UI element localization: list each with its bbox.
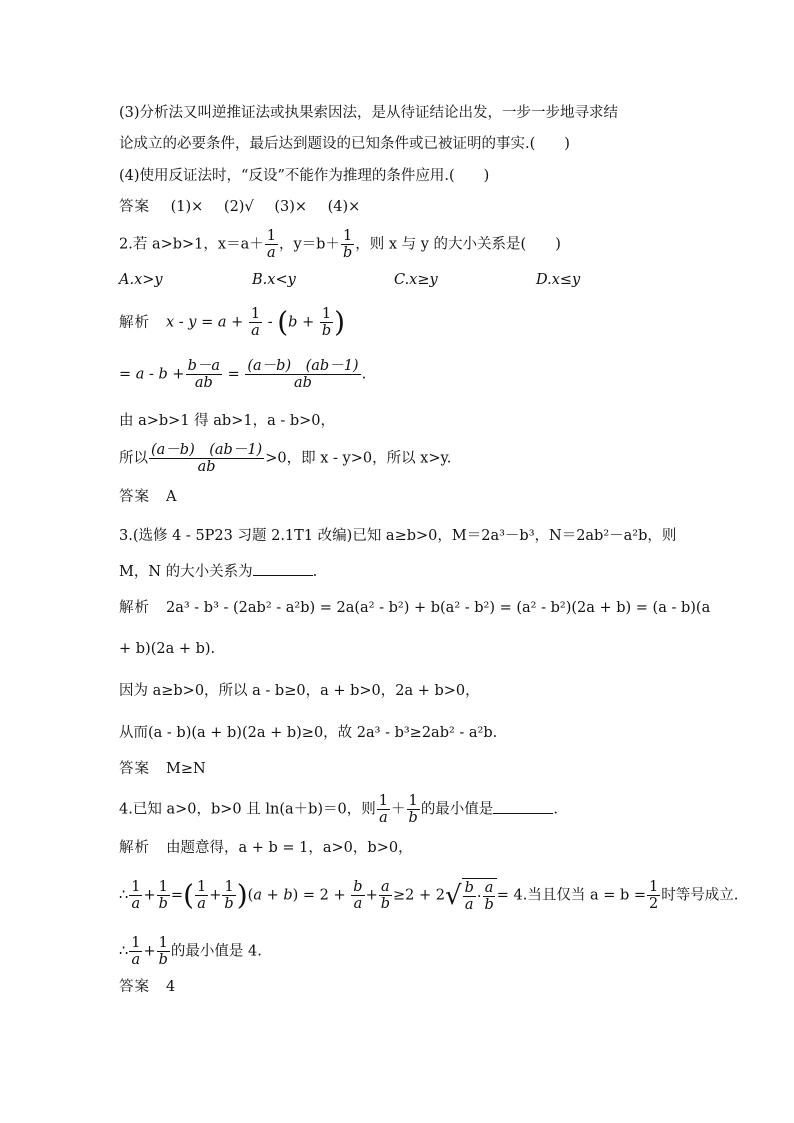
q3-solution-line3: 因为 a≥b>0，所以 a - b≥0，a + b>0，2a + b>0， [119, 683, 480, 699]
option-d: D.x≤y [536, 272, 581, 288]
q2-solution-line4 [119, 442, 451, 475]
q4-sol1: 由题意得，a + b = 1，a>0，b>0， [166, 840, 413, 856]
answer-value: 4 [166, 979, 176, 995]
option-a: A.x>y [119, 272, 163, 288]
q3-sol1: 2a³ - b³ - (2ab² - a²b) = 2a(a² - b²) + b(a² - b²) = (a² - b²)(2a + b) = (a - b)(a [166, 600, 711, 616]
fraction: $\frac{1}{2}$ [649, 879, 659, 912]
q4-answer [119, 978, 175, 996]
answer-blank [493, 799, 553, 814]
solution-label: 解析 [119, 600, 150, 616]
answer-value: M≥N [166, 761, 206, 777]
answer-label: 答案 [119, 489, 150, 505]
q2-stem-prefix: 2.若 a>b>1，x＝a＋ [119, 236, 264, 253]
q3-stem-line2-text: M，N 的大小关系为 [119, 564, 253, 580]
fraction: $\frac{b-a}{ab}$ [187, 358, 220, 391]
fraction: $\frac{1}{b}$ [342, 228, 353, 261]
q4-solution-line1 [119, 839, 413, 857]
q3-solution-line4: 从而(a - b)(a + b)(2a + b)≥0，故 2a³ - b³≥2ab² - a²b. [119, 725, 498, 741]
fraction: $\frac{1}{b}$ [158, 879, 168, 912]
q4-sol2-end: 时等号成立. [661, 887, 739, 904]
answer-item: (3)× [274, 199, 308, 215]
sqrt: √ $\frac{b}{a}$ · $\frac{a}{b}$ [445, 878, 497, 913]
q4-solution-line2: ∴ $\frac{1}{a}$ + $\frac{1}{b}$ =( $\frac{1}{a}$ + $\frac{1}{b}$ )(a + b) = 2 + $\frac{b}{a}$ + $\frac{a}{b}$ ≥2 + 2 √ $\frac{b}{a}$ · $\frac{a}{b}$ = 4.当且仅当 a = b = $\frac{1}{2}$ 时等号成立. [119, 878, 739, 913]
q1-item4: (4)使用反证法时，“反设”不能作为推理的条件应用.( ) [119, 168, 490, 184]
answer-label: 答案 [119, 979, 150, 995]
q1-answer [119, 198, 360, 216]
answer-label: 答案 [119, 761, 150, 777]
q2-solution-line1: 解析 x - y = a + $\frac{1}{a}$ - (b + $\frac{1}{b}$ ) [119, 305, 346, 339]
fraction: $\frac{1}{a}$ [378, 793, 389, 826]
option-c: C.x≥y [394, 272, 438, 288]
solution-label: 解析 [119, 314, 150, 331]
q2-stem-mid: ，y＝b＋ [278, 236, 340, 253]
q2-sol1: x - y = a + [166, 314, 244, 331]
answer-value: A [166, 489, 177, 505]
q3-solution-line2: + b)(2a + b). [119, 641, 216, 657]
q2-stem [119, 228, 561, 261]
fraction: $\frac{1}{b}$ [158, 935, 168, 968]
q1-item3-line1: (3)分析法又叫逆推证法或执果索因法，是从待证结论出发，一步一步地寻求结 [119, 105, 619, 121]
q1-item3-line2: 论成立的必要条件，最后达到题设的已知条件或已被证明的事实.( ) [119, 136, 570, 152]
q4-stem-prefix: 4.已知 a>0，b>0 且 ln(a＋b)＝0，则 [119, 801, 376, 818]
fraction: $\frac{1}{a}$ [131, 935, 141, 968]
fraction: $\frac{1}{b}$ [408, 793, 418, 826]
answer-blank [253, 561, 313, 576]
fraction: $\frac{1}{b}$ [224, 879, 234, 912]
q4-sol3-suffix: 的最小值是 4. [170, 943, 262, 960]
fraction: $\frac{1}{a}$ [266, 228, 276, 261]
fraction: $\frac{1}{a}$ [197, 879, 207, 912]
q4-sol2-tail: = 4.当且仅当 a = b = [496, 887, 647, 904]
q2-sol4-suffix: >0，即 x - y>0，所以 x>y. [265, 450, 452, 467]
answer-item: (1)× [170, 199, 204, 215]
q3-stem-line2: M，N 的大小关系为 . [119, 561, 317, 581]
fraction: $\frac{b}{a}$ [353, 879, 363, 912]
fraction: $\frac{1}{a}$ [250, 306, 261, 339]
answer-item: (2)√ [223, 199, 254, 215]
fraction: $\frac{(a-b) (ab-1)}{ab}$ [247, 358, 359, 391]
answer-item: (4)× [327, 199, 361, 215]
q4-stem-suffix: 的最小值是 [420, 801, 494, 818]
fraction: $\frac{1}{b}$ [321, 306, 332, 339]
q4-solution-line3: ∴ $\frac{1}{a}$ + $\frac{1}{b}$ 的最小值是 4. [119, 935, 262, 968]
q4-stem: 4.已知 a>0，b>0 且 ln(a＋b)＝0，则 $\frac{1}{a}$ ＋ $\frac{1}{b}$ 的最小值是 . [119, 793, 558, 826]
q2-solution-line3: 由 a>b>1 得 ab>1，a - b>0， [119, 413, 335, 429]
q3-solution-line1 [119, 599, 710, 617]
q3-answer [119, 760, 206, 778]
q2-answer [119, 488, 176, 506]
solution-label: 解析 [119, 840, 150, 856]
option-b: B.x<y [252, 272, 296, 288]
q2-sol4-prefix: 所以 [119, 450, 148, 467]
q3-stem-line1: 3.(选修 4 - 5P23 习题 2.1T1 改编)已知 a≥b>0，M＝2a³－b³，N＝2ab²－a²b，则 [119, 528, 677, 544]
fraction: $\frac{(a-b) (ab-1)}{ab}$ [151, 442, 263, 475]
fraction: $\frac{a}{b}$ [380, 879, 391, 912]
q2-options [119, 271, 679, 289]
fraction: $\frac{1}{a}$ [131, 879, 141, 912]
q2-stem-suffix: ，则 x 与 y 的大小关系是( ) [355, 236, 561, 253]
answer-label: 答案 [119, 199, 150, 215]
q2-sol2-prefix: = a - b + [119, 366, 185, 383]
q2-solution-line2: = a - b + $\frac{b-a}{ab}$ = $\frac{(a-b) (ab-1)}{ab}$ . [119, 358, 367, 391]
